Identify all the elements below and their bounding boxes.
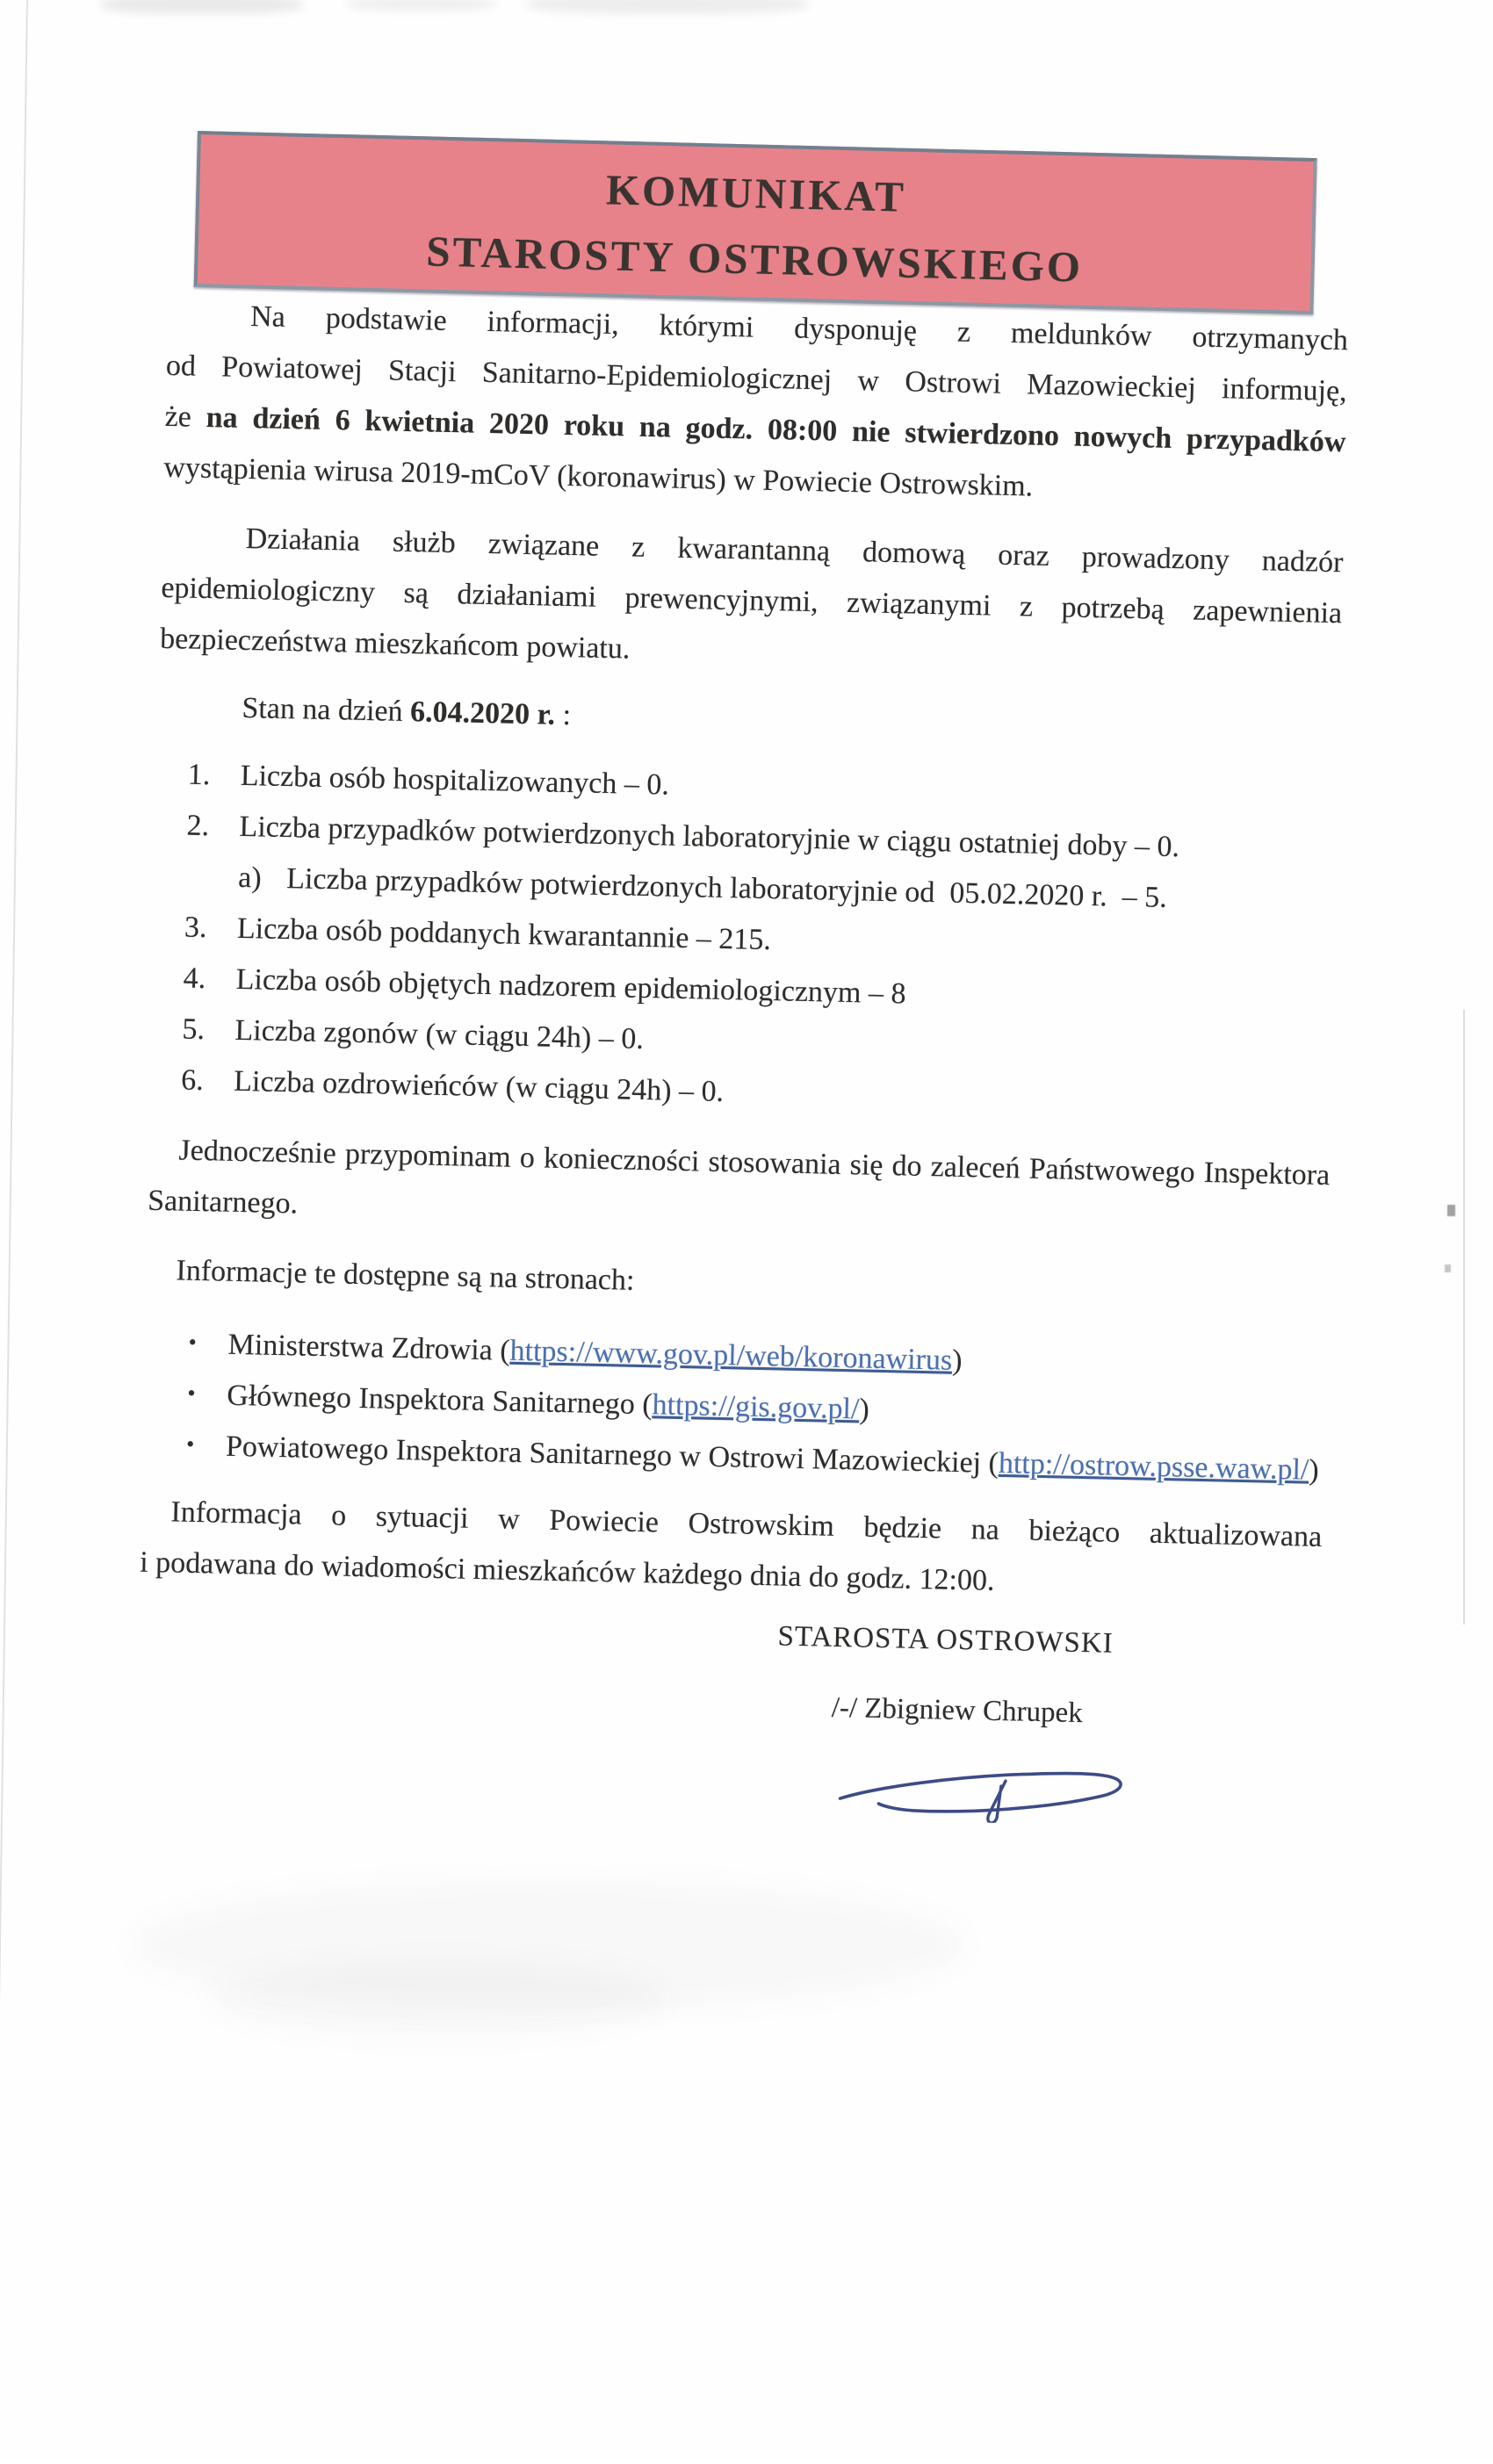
sources-list [142, 1318, 1326, 1496]
statistics-list [150, 749, 1339, 1131]
intro-line2: od Powiatowej Stacji Sanitarno-Epidemiologicznej w Ostrowi Mazowieckiej informuję, [165, 349, 1348, 408]
status-suffix: : [554, 698, 572, 732]
sources-header: Informacje te dostępne są na stronach: [176, 1254, 635, 1297]
status-prefix: Stan na dzień [242, 691, 411, 729]
list-item-text: Liczba ozdrowieńców (w ciągu 24h) – 0. [233, 1064, 725, 1108]
scan-smudge [527, 0, 808, 14]
handwritten-signature-icon [833, 1749, 1129, 1826]
intro-line1: Na podstawie informacji, którymi dysponuję z meldunków otrzymanych [249, 300, 1349, 357]
banner-title-line2: STAROSTY OSTROWSKIEGO [425, 227, 1084, 292]
link-gov-koronawirus[interactable]: https://www.gov.pl/web/koronawirus [509, 1334, 953, 1377]
status-date: 6.04.2020 r. [409, 695, 556, 731]
bullet-icon: • [187, 1380, 196, 1406]
scan-speck [1447, 1205, 1455, 1216]
document-content [131, 123, 1352, 1992]
list-item-text: Liczba osób hospitalizowanych – 0. [240, 759, 670, 802]
status-date-line [158, 681, 1340, 758]
list-number: 3. [184, 911, 207, 945]
reminder-paragraph [148, 1125, 1331, 1252]
bullet-icon: • [185, 1430, 195, 1457]
scan-edge-line-right [1463, 1010, 1465, 1625]
source-text: Głównego Inspektora Sanitarnego (https://gis.gov.pl/) [226, 1379, 870, 1426]
scan-smudge [101, 0, 303, 14]
actions-paragraph [160, 512, 1344, 690]
signoff-name: /-/ Zbigniew Chrupek [831, 1691, 1084, 1730]
actions-line3: bezpieczeństwa mieszkańcom powiatu. [159, 622, 631, 666]
actions-line1: Działania służb związane z kwarantanną domową oraz prowadzony nadzór [245, 522, 1344, 580]
actions-line2: epidemiologiczny są działaniami prewencyjnymi, związanymi z potrzebą zapewnienia [161, 571, 1343, 630]
source-text: Powiatowego Inspektora Sanitarnego w Ostrowi Mazowieckiej (http://ostrow.psse.waw.pl/) [225, 1430, 1320, 1487]
list-item-text: Liczba osób objętych nadzorem epidemiologicznym – 8 [235, 962, 906, 1011]
intro-line3-bold: na dzień 6 kwietnia 2020 roku na godz. 08:00 nie stwierdzono nowych przypadków [206, 400, 1346, 459]
intro-paragraph [163, 290, 1349, 519]
update-note-paragraph [140, 1487, 1323, 1614]
announcement-banner [194, 131, 1317, 314]
list-number: 2. [186, 809, 210, 843]
link-psse-ostrow[interactable]: http://ostrow.psse.waw.pl/ [998, 1446, 1309, 1487]
source-text: Ministerstwa Zdrowia (https://www.gov.pl/web/koronawirus) [227, 1328, 963, 1377]
reminder-line2: Sanitarnego. [147, 1184, 299, 1221]
list-number: 5. [182, 1012, 206, 1047]
list-number: 4. [183, 962, 206, 996]
intro-line3-normal: że [164, 400, 207, 434]
banner-title-line1: KOMUNIKAT [605, 165, 907, 221]
intro-line4: wystąpienia wirusa 2019-mCoV (koronawirus) w Powiecie Ostrowskim. [163, 450, 1034, 503]
link-gis[interactable]: https://gis.gov.pl/ [652, 1388, 860, 1426]
scan-smudge [347, 0, 496, 11]
list-item-text: Liczba osób poddanych kwarantannie – 215. [236, 911, 772, 957]
reminder-line1: Jednocześnie przypominam o konieczności stosowania się do zaleceń Państwowego Inspektora [178, 1134, 1331, 1192]
list-letter: a) [237, 861, 263, 895]
update-note-line2: i podawana do wiadomości mieszkańców każdego dnia do godz. 12:00. [139, 1545, 995, 1597]
list-item-text: Liczba przypadków potwierdzonych laboratoryjnie w ciągu ostatniej doby – 0. [239, 810, 1180, 864]
update-note-line1: Informacja o sytuacji w Powiecie Ostrowskim będzie na bieżąco aktualizowana [170, 1495, 1323, 1553]
bullet-icon: • [188, 1329, 198, 1355]
list-item-text: Liczba zgonów (w ciągu 24h) – 0. [234, 1013, 645, 1055]
list-number: 1. [187, 758, 211, 792]
list-item-text: Liczba przypadków potwierdzonych laboratoryjnie od 05.02.2020 r. – 5. [285, 862, 1168, 914]
scan-speck [1445, 1264, 1451, 1272]
scan-edge-line-left [0, 0, 28, 2464]
signoff-title: STAROSTA OSTROWSKI [777, 1620, 1114, 1660]
list-number: 6. [180, 1063, 205, 1098]
